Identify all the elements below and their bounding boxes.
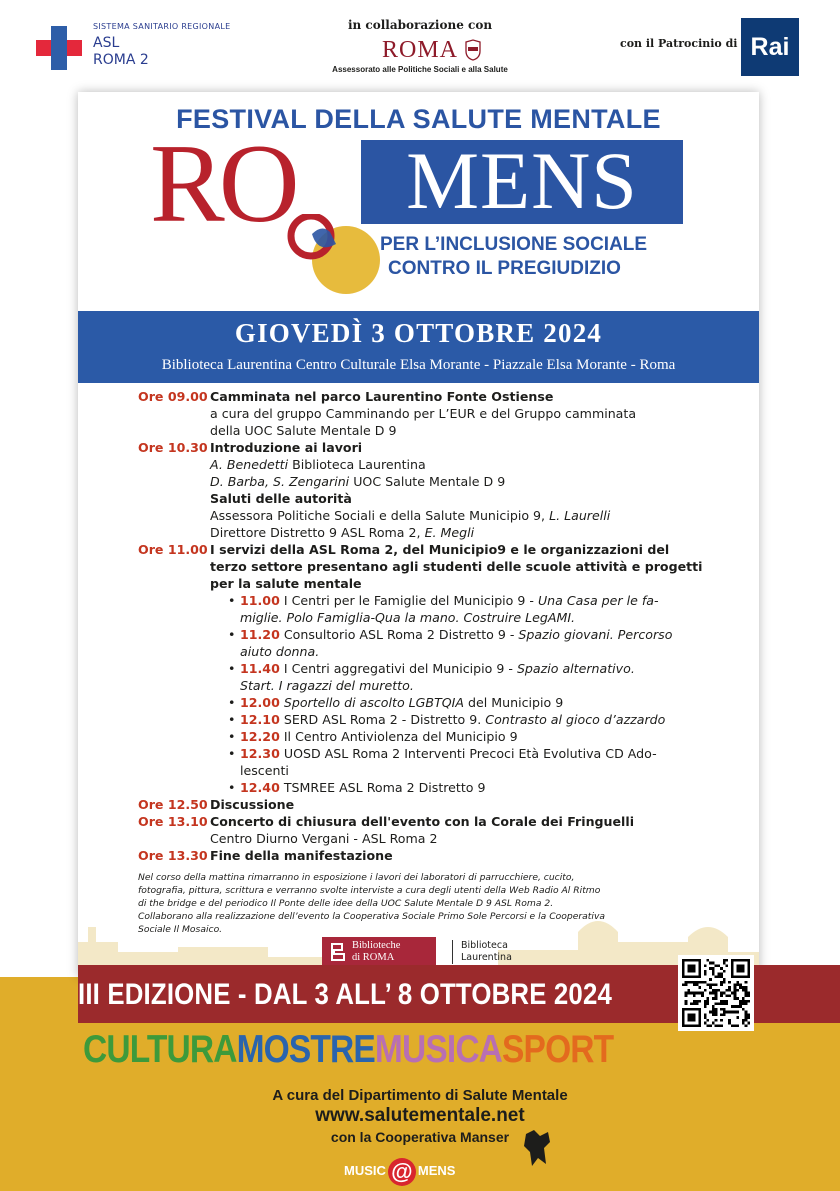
sub-time: 12.40 <box>240 780 280 795</box>
website-link[interactable]: www.salutementale.net <box>315 1105 525 1126</box>
sub-time: 12.20 <box>240 729 280 744</box>
asl-line1: ASL <box>93 35 120 51</box>
speaker-name: A. Benedetti <box>210 457 289 472</box>
assessorato-text: Assessorato alle Politiche Sociali e alla Salute <box>332 65 508 74</box>
bib-line1: Biblioteche <box>352 940 401 951</box>
sub-italic: Una Casa per le fa- <box>537 593 659 608</box>
sub-italic: Spazio alternativo. <box>516 661 635 676</box>
note-line: fotografia, pittura, scrittura e verranno svolte interviste a cura degli utenti della Web Radio Al Ritmo <box>138 885 601 896</box>
program-detail <box>210 524 738 541</box>
manser-figure-icon <box>520 1128 554 1168</box>
note-line: Sociale Il Mosaico. <box>138 924 223 935</box>
note-line: Collaborano alla realizzazione dell’evento la Cooperativa Sociale Primo Sole Percorsi e la Cooperativa <box>138 911 606 922</box>
program-title: Discussione <box>210 797 295 812</box>
program-item <box>138 388 738 439</box>
sub-time: 12.30 <box>240 746 280 761</box>
curator-line: A cura del Dipartimento di Salute Mentale <box>272 1087 568 1104</box>
program-item <box>138 813 738 847</box>
speaker-name: L. Laurelli <box>549 508 611 523</box>
qr-code-image <box>682 959 750 1027</box>
program-title: I servizi della ASL Roma 2, del Municipio9 e le organizzazioni del <box>210 542 670 557</box>
edition-text: III EDIZIONE - DAL 3 ALL’ 8 OTTOBRE 2024 <box>78 978 612 1011</box>
program-time: Ore 10.30 <box>138 440 208 455</box>
roma-collab-logo <box>300 18 540 74</box>
program-detail <box>210 456 738 473</box>
mens-letters: MENS <box>406 135 638 226</box>
sub-time: 11.40 <box>240 661 280 676</box>
ro-letters: RO <box>150 122 294 246</box>
sub-text: I Centri per le Famiglie del Municipio 9 - <box>279 593 538 608</box>
patrocinio-text: con il Patrocinio di <box>620 37 738 50</box>
program-item <box>138 541 738 796</box>
program-list <box>138 388 738 864</box>
speaker-name: D. Barba, S. Zengarini <box>210 474 350 489</box>
festival-title: FESTIVAL DELLA SALUTE MENTALE <box>176 104 661 134</box>
poster-card <box>78 92 759 977</box>
sub-time: 12.10 <box>240 712 280 727</box>
sub-program-list <box>210 592 738 796</box>
program-title: Fine della manifestazione <box>210 848 393 863</box>
sub-italic: Start. I ragazzi del muretto. <box>240 678 414 693</box>
sub-text: UOSD ASL Roma 2 Interventi Precoci Età Evolutiva CD Ado- <box>279 746 657 761</box>
event-venue: Biblioteca Laurentina Centro Culturale Elsa Morante - Piazzale Elsa Morante - Roma <box>161 357 676 373</box>
top-logos-bar <box>0 0 840 92</box>
program-subtitle: Saluti delle autorità <box>210 491 352 506</box>
program-title: per la salute mentale <box>210 576 362 591</box>
word-musica: MUSICA <box>374 1028 503 1071</box>
asl-logo <box>93 22 230 69</box>
sub-italic: miglie. Polo Famiglia-Qua la mano. Costruire LegAMI. <box>240 610 576 625</box>
rai-logo: Rai <box>741 18 799 76</box>
program-time: Ore 13.30 <box>138 848 208 863</box>
asl-cross-icon <box>36 26 82 70</box>
subtitle-pregiudizio: CONTRO IL PREGIUDIZIO <box>388 258 621 279</box>
program-detail <box>210 473 738 490</box>
category-words <box>83 1024 613 1076</box>
program-detail: a cura del gruppo Camminando per L’EUR e del Gruppo camminata <box>210 406 637 421</box>
cooperativa-line: con la Cooperativa Manser <box>330 1129 510 1145</box>
sub-italic: Spazio giovani. Percorso <box>518 627 673 642</box>
event-date: GIOVEDÌ 3 OTTOBRE 2024 <box>234 318 603 348</box>
mm-at: @ <box>388 1158 416 1186</box>
romens-circles-logo <box>278 214 388 294</box>
speaker-role: Biblioteca Laurentina <box>288 457 426 472</box>
mm-left: MUSIC <box>344 1163 386 1178</box>
sub-text: Consultorio ASL Roma 2 Distretto 9 - <box>279 627 519 642</box>
biblioteca-laurentina-logo <box>452 940 512 964</box>
note-line: di the bridge e del periodico Il Ponte delle idee della UOC Salute Mentale D 9 ASL Roma 2. <box>138 898 554 909</box>
sub-program-item <box>228 711 738 728</box>
roma-wordmark: ROMA <box>381 37 458 63</box>
roma-shield-icon <box>464 39 482 61</box>
program-title: Camminata nel parco Laurentino Fonte Ostiense <box>210 389 554 404</box>
program-time: Ore 12.50 <box>138 797 208 812</box>
sub-text: TSMREE ASL Roma 2 Distretto 9 <box>279 780 486 795</box>
sub-time: 11.00 <box>240 593 280 608</box>
program-time: Ore 13.10 <box>138 814 208 829</box>
program-item <box>138 796 738 813</box>
collab-title: in collaborazione con <box>347 18 493 32</box>
program-time: Ore 09.00 <box>138 389 208 404</box>
program-item <box>138 439 738 541</box>
mm-right: MENS <box>417 1163 456 1178</box>
asl-small-text: SISTEMA SANITARIO REGIONALE <box>93 22 231 31</box>
sub-program-item <box>228 660 738 694</box>
sub-program-item <box>228 694 738 711</box>
program-item <box>138 847 738 864</box>
laur-line1: Biblioteca <box>461 940 508 951</box>
word-cultura: CULTURA <box>83 1028 237 1071</box>
sub-italic: Contrasto al gioco d’azzardo <box>485 712 666 727</box>
note-line: Nel corso della mattina rimarranno in esposizione i lavori dei laboratori di parrucchiere, cucito, <box>138 872 575 883</box>
music-at-mens-logo <box>344 1156 494 1191</box>
curator-block <box>0 1086 840 1147</box>
program-title: terzo settore presentano agli studenti delle scuole attività e progetti <box>210 559 703 574</box>
biblioteche-di-roma-logo <box>322 937 436 967</box>
program-title: Concerto di chiusura dell'evento con la Corale dei Fringuelli <box>210 814 635 829</box>
program-title: Introduzione ai lavori <box>210 440 363 455</box>
sub-text: Il Centro Antiviolenza del Municipio 9 <box>279 729 518 744</box>
word-sport: SPORT <box>502 1028 614 1071</box>
date-band <box>78 311 759 383</box>
sub-time: 12.00 <box>240 695 280 710</box>
asl-line2: ROMA 2 <box>93 52 149 68</box>
speaker-role: Assessora Politiche Sociali e della Salute Municipio 9, <box>210 508 550 523</box>
sub-text: I Centri aggregativi del Municipio 9 - <box>279 661 517 676</box>
program-detail <box>210 507 738 524</box>
sub-program-item <box>228 779 738 796</box>
speaker-role: Direttore Distretto 9 ASL Roma 2, <box>210 525 425 540</box>
sub-program-item <box>228 592 738 626</box>
speaker-role: UOC Salute Mentale D 9 <box>349 474 506 489</box>
program-detail: della UOC Salute Mentale D 9 <box>210 423 397 438</box>
sub-italic: Sportello di ascolto LGBTQIA <box>279 695 465 710</box>
program-detail: Centro Diurno Vergani - ASL Roma 2 <box>210 831 438 846</box>
subtitle-inclusione: PER L’INCLUSIONE SOCIALE <box>380 234 648 255</box>
sub-italic: aiuto donna. <box>240 644 320 659</box>
qr-code[interactable] <box>678 955 754 1031</box>
sub-text: SERD ASL Roma 2 - Distretto 9. <box>279 712 486 727</box>
sub-program-item <box>228 728 738 745</box>
speaker-name: E. Megli <box>424 525 475 540</box>
laur-line2: Laurentina <box>461 952 512 963</box>
biblioteche-glyph-icon <box>330 942 346 962</box>
sub-time: 11.20 <box>240 627 280 642</box>
program-time: Ore 11.00 <box>138 542 208 557</box>
bib-line2: di ROMA <box>352 952 395 963</box>
sub-text: del Municipio 9 <box>464 695 564 710</box>
sub-program-item <box>228 745 738 779</box>
sub-text: lescenti <box>240 763 289 778</box>
sub-program-item <box>228 626 738 660</box>
word-mostre: MOSTRE <box>236 1028 375 1071</box>
